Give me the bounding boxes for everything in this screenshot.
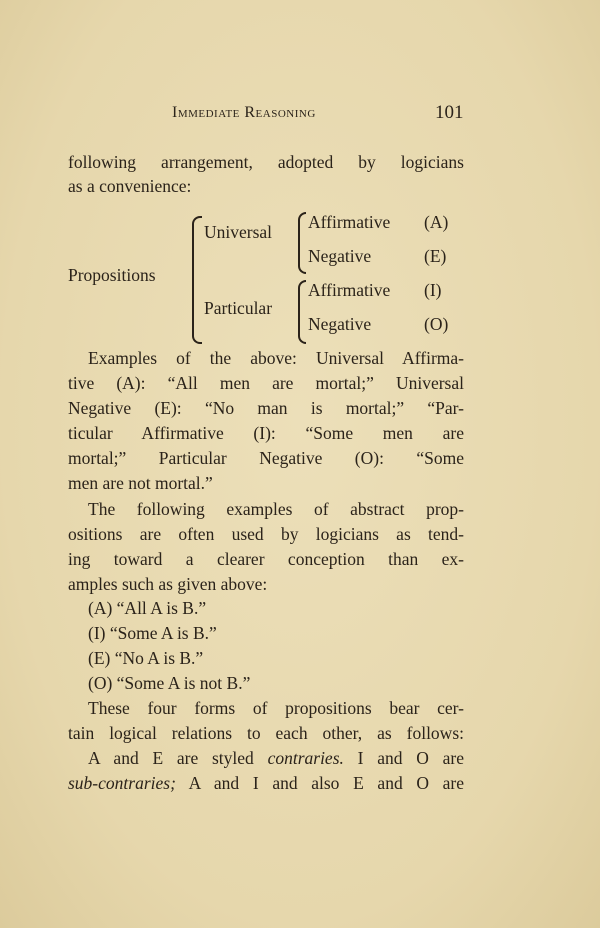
text-line: amples such as given above:: [68, 574, 268, 594]
diagram-item: Negative: [308, 246, 372, 266]
diagram-root: Propositions: [68, 265, 156, 285]
emphasis: sub-contraries;: [68, 773, 176, 793]
text-line: tive (A): “All men are mortal;” Universal: [68, 373, 464, 393]
text-line: mortal;” Particular Negative (O): “Some: [68, 448, 464, 468]
text: I and O are: [343, 748, 464, 768]
example-line: (I) “Some A is B.”: [88, 623, 217, 643]
text-line: ositions are often used by logicians as tend-: [68, 524, 464, 544]
text-line: ticular Affirmative (I): “Some men are: [68, 423, 464, 443]
text: A and E are styled: [88, 748, 268, 768]
text-line: [88, 747, 464, 769]
emphasis: contraries.: [267, 748, 344, 768]
diagram-group: Universal: [204, 222, 273, 242]
brace: [192, 216, 202, 344]
diagram-code: (E): [424, 246, 447, 266]
diagram-code: (I): [424, 280, 442, 300]
brace: [298, 280, 306, 344]
example-line: (A) “All A is B.”: [88, 598, 207, 618]
text-line: [68, 772, 464, 794]
text-line: Negative (E): “No man is mortal;” “Par-: [68, 398, 464, 418]
text-line: as a convenience:: [68, 176, 192, 196]
diagram-item: Affirmative: [308, 280, 391, 300]
page-number: 101: [435, 102, 464, 123]
text: A and I and also E and O are: [175, 773, 464, 793]
diagram-item: Affirmative: [308, 212, 391, 232]
diagram-code: (A): [424, 212, 449, 232]
text-line: ing toward a clearer conception than ex-: [68, 549, 464, 569]
text-line: tain logical relations to each other, as follows:: [68, 723, 464, 743]
diagram-item: Negative: [308, 314, 372, 334]
example-line: (E) “No A is B.”: [88, 648, 204, 668]
text-line: men are not mortal.”: [68, 473, 213, 493]
running-title: Immediate Reasoning: [172, 104, 316, 121]
example-line: (O) “Some A is not B.”: [88, 673, 251, 693]
brace: [298, 212, 306, 274]
text-line: These four forms of propositions bear cer-: [88, 698, 464, 718]
diagram-group: Particular: [204, 298, 273, 318]
diagram-code: (O): [424, 314, 449, 334]
text-line: Examples of the above: Universal Affirma-: [88, 348, 464, 368]
text-line: following arrangement, adopted by logicians: [68, 152, 464, 172]
text-line: The following examples of abstract prop-: [88, 499, 464, 519]
